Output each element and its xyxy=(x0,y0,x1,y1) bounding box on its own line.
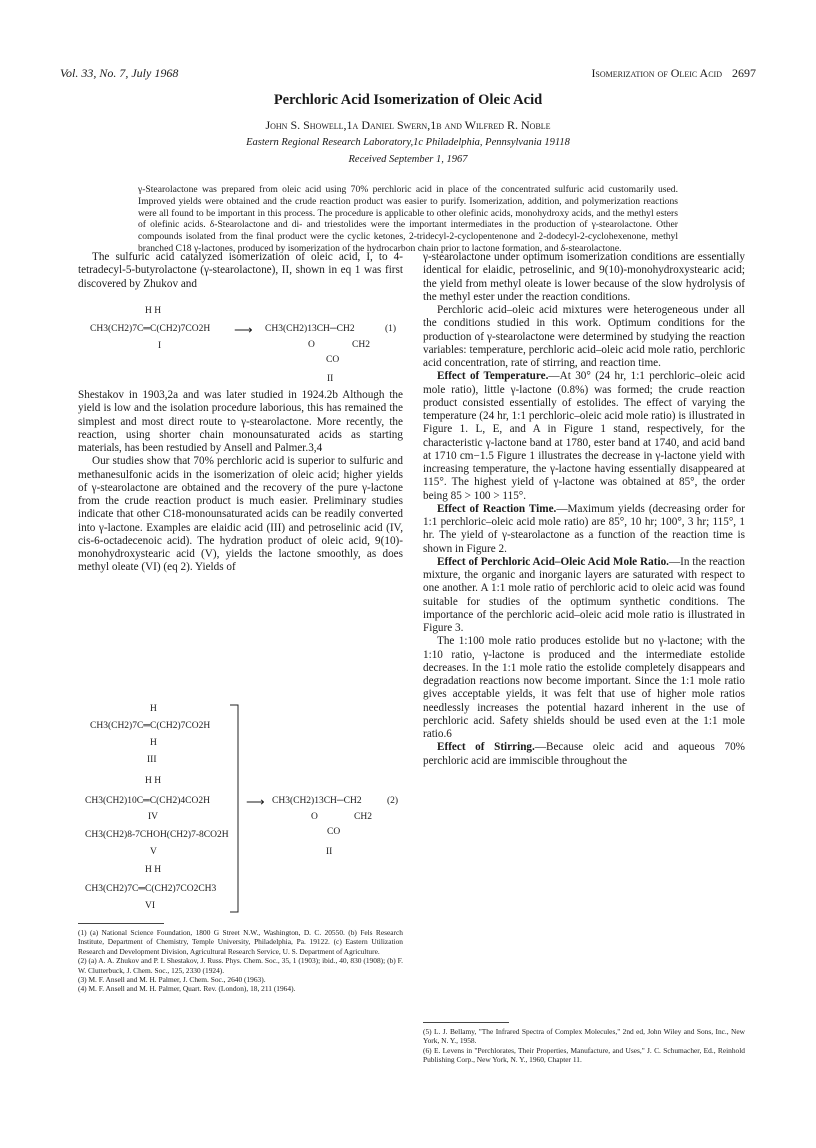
eq2-compound-vi: CH3(CH2)7C═C(CH2)7CO2CH3 xyxy=(85,884,217,894)
eq2-h-bottom: H xyxy=(150,738,157,748)
paragraph: Shestakov in 1903,2a and was later studied in 1924.2b Although the yield is low and the isolation procedure laborious, this has remained the simplest and most direct route to γ-stearolactone. More recently, the reaction, using shorter chain monounsaturated acids as starting materials, has been restudied by Ansell and Palmer.3,4 xyxy=(78,389,403,454)
paragraph: Our studies show that 70% perchloric acid is superior to sulfuric and methanesulfonic acids in the isomerization of oleic acid; higher yields of γ-stearolactone are obtained and the recovery of the pure γ-lactone from the crude reaction product is much easier. Preliminary studies indicate that other C18-monounsaturated acids can be readily converted into γ-lactone. Examples are elaidic acid (III) and petroselinic acid (IV, cis-6-octadecenoic acid). The hydration product of oleic acid, 9(10)-monohydroxystearic acid (V), yields the lactone smoothly, as does methyl oleate (VI) (eq 2). Yields of xyxy=(78,455,403,574)
footnote: (3) M. F. Ansell and M. H. Palmer, J. Chem. Soc., 2640 (1963). xyxy=(78,975,266,985)
footnote-rule xyxy=(423,1022,509,1023)
paragraph: γ-stearolactone under optimum isomerization conditions are essentially identical for elaidic, petroselinic, and 9(10)-monohydroxystearic acid; the yield from methyl oleate is lower because of the slow hydrolysis of the methyl ester under the reaction conditions. xyxy=(423,251,745,303)
eq2-label-iii: III xyxy=(147,755,157,765)
section-body: —Maximum yields (decreasing order for 1:1 perchloric–oleic acid mole ratio) are 85°, 10 hr; 100°, 3 hr; 115°, 1 hr. The yield of γ-stearolactone as a function of the reaction time is shown in Figure 2. xyxy=(423,502,746,555)
paragraph-mole-ratio xyxy=(423,556,745,636)
eq1-ring-ch2: CH2 xyxy=(352,340,370,350)
eq2-ring-co: CO xyxy=(327,827,341,837)
eq1-label-ii: II xyxy=(327,374,334,384)
eq2-label-vi: VI xyxy=(145,901,156,911)
footnote: (6) E. Levens in "Perchlorates, Their Properties, Manufacture, and Uses," J. C. Schumacher, Ed., Reinhold Publishing Corp., New York, N. Y., 1960, Chapter 11. xyxy=(423,1045,745,1065)
received-date: Received September 1, 1967 xyxy=(348,154,468,165)
eq2-ring-o: O xyxy=(311,812,318,822)
footnote: (1) (a) National Science Foundation, 1800 G Street N.W., Washington, D. C. 20550. (b) Fels Research Institute, Department of Chemistry, Temple University, Philadelphia, Pa. 19122. (c) Eastern Utilization Research and Development Division, Agricultural Research Service, U. S. Department of Agriculture. xyxy=(78,928,403,956)
authors: John S. Showell,1a Daniel Swern,1b and Wilfred R. Noble xyxy=(265,118,551,132)
paragraph: The 1:100 mole ratio produces estolide but no γ-lactone; with the 1:10 ratio, γ-lactone is produced and the intermediate estolide decreases. In the 1:1 mole ratio the estolide completely disappears and degradation reactions now become important. Since the 1:1 mole ratio gives acceptable yields, it was felt that use of higher mole ratios needlessly increases the potential hazard inherent in the use of perchloric acid. Safety shields should be used even at the 1:1 mole ratio.6 xyxy=(423,635,745,740)
paragraph: The sulfuric acid catalyzed isomerization of oleic acid, I, to 4-tetradecyl-5-butyrolactone (γ-stearolactone), II, shown in eq 1 was first discovered by Zhukov and xyxy=(78,251,403,290)
eq1-hydrogens: H H xyxy=(145,306,162,316)
page-number: 2697 xyxy=(732,66,756,80)
paragraph-stirring xyxy=(423,741,745,768)
section-body: —Because oleic acid and aqueous 70% perchloric acid are immiscible throughout the xyxy=(423,741,745,767)
section-heading: Effect of Stirring. xyxy=(437,741,535,754)
eq2-bracket xyxy=(228,704,242,914)
footnote-rule xyxy=(78,923,164,924)
eq2-label-v: V xyxy=(150,847,157,857)
section-heading: Effect of Temperature. xyxy=(437,370,549,383)
left-column-middle xyxy=(78,389,403,575)
eq2-compound-iv: CH3(CH2)10C═C(CH2)4CO2H xyxy=(85,796,210,806)
running-title: Isomerization of Oleic Acid xyxy=(591,66,722,80)
eq2-hydrogens-vi: H H xyxy=(145,865,162,875)
section-body: —At 30° (24 hr, 1:1 perchloric–oleic acid mole ratio), little γ-lactone (0.8%) was formed; the crude reaction product consisted essentially of estolides. The effect of varying the temperature (24 hr, 1:1 perchloric–oleic acid mole ratio) is illustrated in Figure 1. L, E, and A in Figure 1 stand, respectively, for the characteristic γ-lactone band at 1780, ester band at 1740, and acid band at 1710 cm−1.5 Figure 1 illustrates the decrease in γ-lactone yield with increasing temperature, the γ-lactone having essentially disappeared at 115°. The highest yield of γ-lactone was obtained at 85°, the order being 85 > 100 > 115°. xyxy=(423,370,745,502)
running-header-volume: Vol. 33, No. 7, July 1968 xyxy=(60,66,179,80)
section-heading: Effect of Reaction Time. xyxy=(437,502,557,515)
paragraph: Perchloric acid–oleic acid mixtures were heterogeneous under all the conditions studied in this work. Optimum conditions for the production of γ-stearolactone were determined by studying the reaction variables: temperature, perchloric acid–oleic acid mole ratio, perchloric acid concentration, rate of stirring, and reaction time. xyxy=(423,304,745,369)
section-body: —In the reaction mixture, the organic and inorganic layers are saturated with respect to one another. A 1:1 mole ratio of perchloric acid to oleic acid was found suitable for studies of the optimum synthetic conditions. The importance of the perchloric acid–oleic acid mole ratio is illustrated in Figure 3. xyxy=(423,555,746,634)
left-column-top xyxy=(78,251,403,291)
right-column xyxy=(423,251,745,768)
reaction-arrow: ⟶ xyxy=(234,322,253,337)
eq2-label-ii: II xyxy=(326,847,333,857)
section-heading: Effect of Perchloric Acid–Oleic Acid Mole Ratio. xyxy=(437,555,669,568)
eq2-h-top: H xyxy=(150,704,157,714)
eq1-product: CH3(CH2)13CH─CH2 xyxy=(265,324,355,334)
reaction-arrow: ⟶ xyxy=(246,794,265,809)
article-title: Perchloric Acid Isomerization of Oleic Acid xyxy=(273,92,543,108)
footnote: (2) (a) A. A. Zhukov and P. I. Shestakov, J. Russ. Phys. Chem. Soc., 35, 1 (1903); ibid., 40, 830 (1908); (b) F. W. Clutterbuck, J. Chem. Soc., 125, 2330 (1924). xyxy=(78,956,403,975)
eq1-reactant: CH3(CH2)7C═C(CH2)7CO2H xyxy=(90,324,211,334)
eq2-label-iv: IV xyxy=(148,812,159,822)
eq2-product: CH3(CH2)13CH─CH2 xyxy=(272,796,362,806)
eq2-compound-iii: CH3(CH2)7C═C(CH2)7CO2H xyxy=(90,721,211,731)
footnote: (5) L. J. Bellamy, "The Infrared Spectra of Complex Molecules," 2nd ed, John Wiley and Sons, Inc., New York, N. Y., 1958. xyxy=(423,1027,745,1046)
paragraph-temperature xyxy=(423,370,745,503)
eq1-number: (1) xyxy=(385,324,397,334)
eq2-number: (2) xyxy=(387,796,399,806)
abstract: γ-Stearolactone was prepared from oleic acid using 70% perchloric acid in place of the concentrated sulfuric acid customarily used. Improved yields were obtained and the crude reaction product was easier to purify. Isomerization, addition, and polymerization reactions were all found to be important in this process. The procedure is applicable to other olefinic acids, monohydroxy acids, and the methyl esters of olefinic acids. δ-Stearolactone and di- and triestolides were the important intermediates in the production of γ-stearolactone. Other compounds isolated from the final product were the cyclic ketones, 2-tridecyl-2-cyclopentenone and 2-dodecyl-2-cyclohexenone, methyl branched C18 γ-lactones, produced by isomerization of the hydrocarbon chain prior to lactone formation, and δ-stearolactone. xyxy=(138,184,678,254)
eq2-hydrogens-iv: H H xyxy=(145,776,162,786)
eq1-label-i: I xyxy=(158,341,162,351)
footnote: (4) M. F. Ansell and M. H. Palmer, Quart. Rev. (London), 18, 211 (1964). xyxy=(78,984,296,994)
eq2-compound-v: CH3(CH2)8-7CHOH(CH2)7-8CO2H xyxy=(85,830,229,840)
affiliation: Eastern Regional Research Laboratory,1c Philadelphia, Pennsylvania 19118 xyxy=(246,137,570,148)
running-header-title xyxy=(591,66,756,81)
footnotes-left xyxy=(78,928,403,994)
eq2-ring-ch2: CH2 xyxy=(354,812,372,822)
paragraph-reaction-time xyxy=(423,503,745,556)
eq1-ring-o: O xyxy=(308,340,315,350)
eq1-ring-co: CO xyxy=(326,355,340,365)
footnotes-right xyxy=(423,1027,745,1065)
